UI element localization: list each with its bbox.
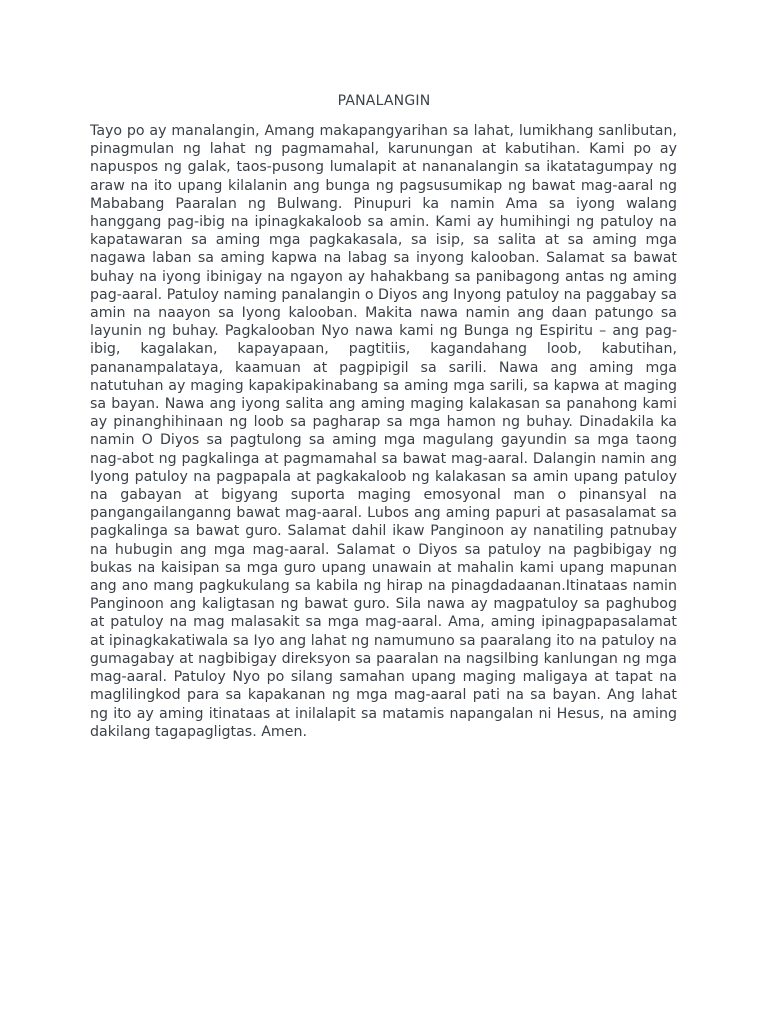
prayer-paragraph: Tayo po ay manalangin, Amang makapangyarihan sa lahat, lumikhang sanlibutan, pinagmulan ng lahat ng pagmamahal, karunungan at kabutihan. Kami po ay napuspos ng galak, taos-pusong lumalapit at nananalangin sa ikatatagumpay ng araw na ito upang kilalanin ang bunga ng pagsusumikap ng bawat mag-aaral ng Mababang Paaralan ng Bulwang. Pinupuri ka namin Ama sa iyong walang hanggang pag-ibig na ipinagkakaloob sa amin. Kami ay humihingi ng patuloy na kapatawaran sa aming mga pagkakasala, sa isip, sa salita at sa aming mga nagawa laban sa aming kapwa na labag sa inyong kalooban. Salamat sa bawat buhay na iyong ibinigay na ngayon ay hahakbang sa panibagong antas ng aming pag-aaral. Patuloy naming panalangin o Diyos ang Inyong patuloy na paggabay sa amin na naayon sa Iyong kalooban. Makita nawa namin ang daan patungo sa layunin ng buhay. Pagkalooban Nyo nawa kami ng Bunga ng Espiritu – ang pag-ibig, kagalakan, kapayapaan, pagtitiis, kagandahang loob, kabutihan, pananampalataya, kaamuan at pagpipigil sa sarili. Nawa ang aming mga natutuhan ay maging kapakipakinabang sa aming mga sarili, sa kapwa at maging sa bayan. Nawa ang iyong salita ang aming maging kalakasan sa panahong kami ay pinanghihinaan ng loob sa pagharap sa mga hamon ng buhay. Dinadakila ka namin O Diyos sa pagtulong sa aming mga magulang gayundin sa mga taong nag-abot ng pagkalinga at pagmamahal sa bawat mag-aaral. Dalangin namin ang Iyong patuloy na pagpapala at pagkakaloob ng kalakasan sa amin upang patuloy na gabayan at bigyang suporta maging emosyonal man o pinansyal na pangangailanganng bawat mag-aaral. Lubos ang aming papuri at pasasalamat sa pagkalinga sa bawat guro. Salamat dahil ikaw Panginoon ay nanatiling patnubay na hubugin ang mga mag-aaral. Salamat o Diyos sa patuloy na pagbibigay ng bukas na kaisipan sa mga guro upang unawain at mahalin kami upang mapunan ang ano mang pagkukulang sa kabila ng hirap na pinagdadaanan.Itinataas namin Panginoon ang kaligtasan ng bawat guro. Sila nawa ay magpatuloy sa paghubog at patuloy na mag malasakit sa mga mag-aaral. Ama, aming ipinagpapasalamat at ipinagkakatiwala sa Iyo ang lahat ng namumuno sa paaralang ito na patuloy na gumagabay at nagbibigay direksyon sa paaralan na nagsilbing kanlungan ng mga mag-aaral. Patuloy Nyo po silang samahan upang maging maligaya at tapat na maglilingkod para sa kapakanan ng mga mag-aaral pati na sa bayan. Ang lahat ng ito ay aming itinataas at inilalapit sa matamis napangalan ni Hesus, na aming dakilang tagapagligtas. Amen. <box>90 123 677 740</box>
document-title: PANALANGIN <box>337 93 431 109</box>
